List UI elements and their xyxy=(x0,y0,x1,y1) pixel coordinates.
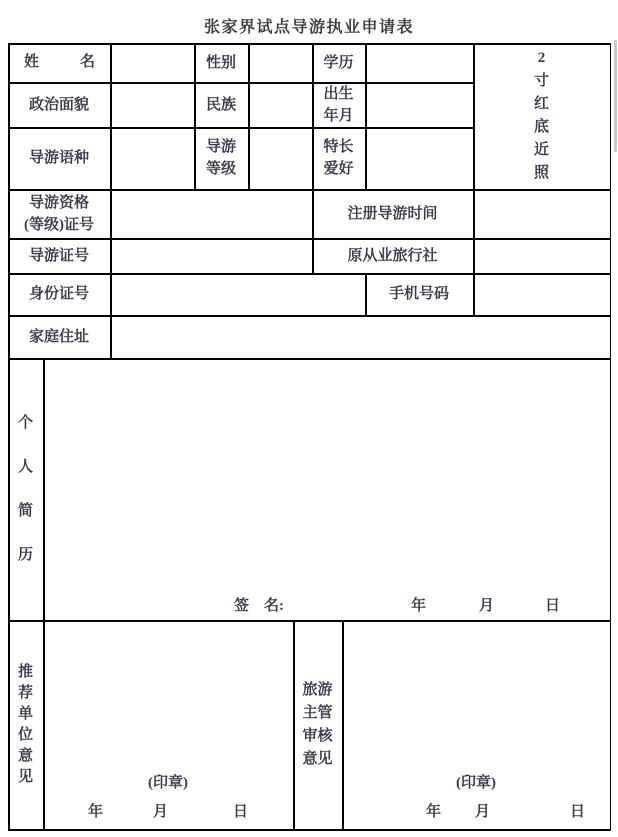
label-line: 导游 xyxy=(205,139,236,155)
political-status-value-cell[interactable] xyxy=(111,83,193,126)
label-line: 人 xyxy=(17,459,33,475)
education-value-cell[interactable] xyxy=(366,44,472,81)
gender-label: 性别 xyxy=(205,54,236,71)
label-line: 位 xyxy=(17,727,33,743)
id-card-no-label: 身份证号 xyxy=(28,286,89,302)
qualification-cert-no-label xyxy=(8,189,110,238)
label-line: 特长 xyxy=(323,139,354,155)
guide-level-value-cell[interactable] xyxy=(249,128,311,188)
recommend-opinion-content-area[interactable] xyxy=(45,621,292,771)
guide-cert-no-label: 导游证号 xyxy=(28,247,89,264)
recommend-seal-label: (印章) xyxy=(148,775,188,791)
signature-day-label: 日 xyxy=(545,598,561,614)
mobile-number-value-cell[interactable] xyxy=(474,274,609,314)
guide-language-label: 导游语种 xyxy=(28,150,89,166)
label-line: 审核 xyxy=(302,728,333,744)
label-line: 推 xyxy=(17,664,33,680)
label-line: 意 xyxy=(17,748,33,764)
label-line: 主管 xyxy=(302,705,333,721)
photo-box-char: 红 xyxy=(533,96,549,112)
id-card-no-value-cell[interactable] xyxy=(111,274,364,314)
mobile-number-label: 手机号码 xyxy=(388,286,449,302)
ethnicity-value-cell[interactable] xyxy=(249,83,311,126)
photo-box-char: 照 xyxy=(533,165,549,181)
review-year-label: 年 xyxy=(426,804,442,820)
photo-box xyxy=(473,43,610,189)
tourism-review-opinion-label xyxy=(293,620,342,830)
label-line: 出生 xyxy=(323,85,354,102)
label-line: 年月 xyxy=(323,107,354,124)
photo-box-char: 底 xyxy=(533,119,549,135)
recommend-year-label: 年 xyxy=(88,804,104,820)
specialty-hobby-label xyxy=(312,127,365,189)
registration-time-label: 注册导游时间 xyxy=(347,205,438,222)
scrollbar-thumb[interactable] xyxy=(614,40,617,152)
home-address-label: 家庭住址 xyxy=(28,328,89,345)
label-line: 历 xyxy=(17,547,33,563)
review-seal-label: (印章) xyxy=(456,775,496,791)
label-line: 旅游 xyxy=(302,682,333,698)
name-value-cell[interactable] xyxy=(111,44,193,81)
gender-value-cell[interactable] xyxy=(249,44,311,81)
recommend-month-label: 月 xyxy=(153,804,169,820)
photo-box-char: 2 xyxy=(537,50,546,66)
signature-year-label: 年 xyxy=(411,598,427,614)
signature-label: 签 名: xyxy=(234,598,284,614)
photo-box-char: 近 xyxy=(533,142,549,158)
form-title: 张家界试点导游执业申请表 xyxy=(203,19,414,36)
guide-cert-no-value-cell[interactable] xyxy=(111,239,311,272)
former-travel-agency-value-cell[interactable] xyxy=(474,239,609,272)
education-label: 学历 xyxy=(323,54,354,71)
qualification-cert-no-value-cell[interactable] xyxy=(111,190,311,237)
resume-label xyxy=(8,358,43,620)
name-label: 姓名 xyxy=(24,54,95,70)
guide-language-value-cell[interactable] xyxy=(111,128,193,188)
label-line: (等级)证号 xyxy=(24,216,94,233)
guide-level-label xyxy=(194,127,248,189)
birth-date-label xyxy=(312,82,365,127)
ethnicity-label: 民族 xyxy=(205,96,236,113)
former-travel-agency-label: 原从业旅行社 xyxy=(347,247,438,264)
label-line: 简 xyxy=(17,503,33,519)
signature-month-label: 月 xyxy=(479,598,495,614)
resume-content-area[interactable] xyxy=(45,359,609,595)
review-opinion-content-area[interactable] xyxy=(344,621,608,771)
specialty-hobby-value-cell[interactable] xyxy=(366,128,472,188)
registration-time-value-cell[interactable] xyxy=(474,190,609,237)
label-line: 导游资格 xyxy=(28,194,89,211)
label-line: 意见 xyxy=(302,751,333,767)
label-line: 见 xyxy=(17,769,33,785)
recommend-day-label: 日 xyxy=(233,804,249,820)
label-line: 等级 xyxy=(205,161,236,177)
label-line: 爱好 xyxy=(323,161,354,177)
review-month-label: 月 xyxy=(475,804,491,820)
political-status-label: 政治面貌 xyxy=(28,96,89,113)
label-line: 荐 xyxy=(17,685,33,701)
label-line: 个 xyxy=(17,415,33,431)
review-day-label: 日 xyxy=(570,804,586,820)
home-address-value-cell[interactable] xyxy=(111,316,609,357)
birth-date-value-cell[interactable] xyxy=(366,83,472,126)
recommend-unit-opinion-label xyxy=(8,620,43,830)
photo-box-char: 寸 xyxy=(533,73,549,89)
label-line: 单 xyxy=(17,706,33,722)
